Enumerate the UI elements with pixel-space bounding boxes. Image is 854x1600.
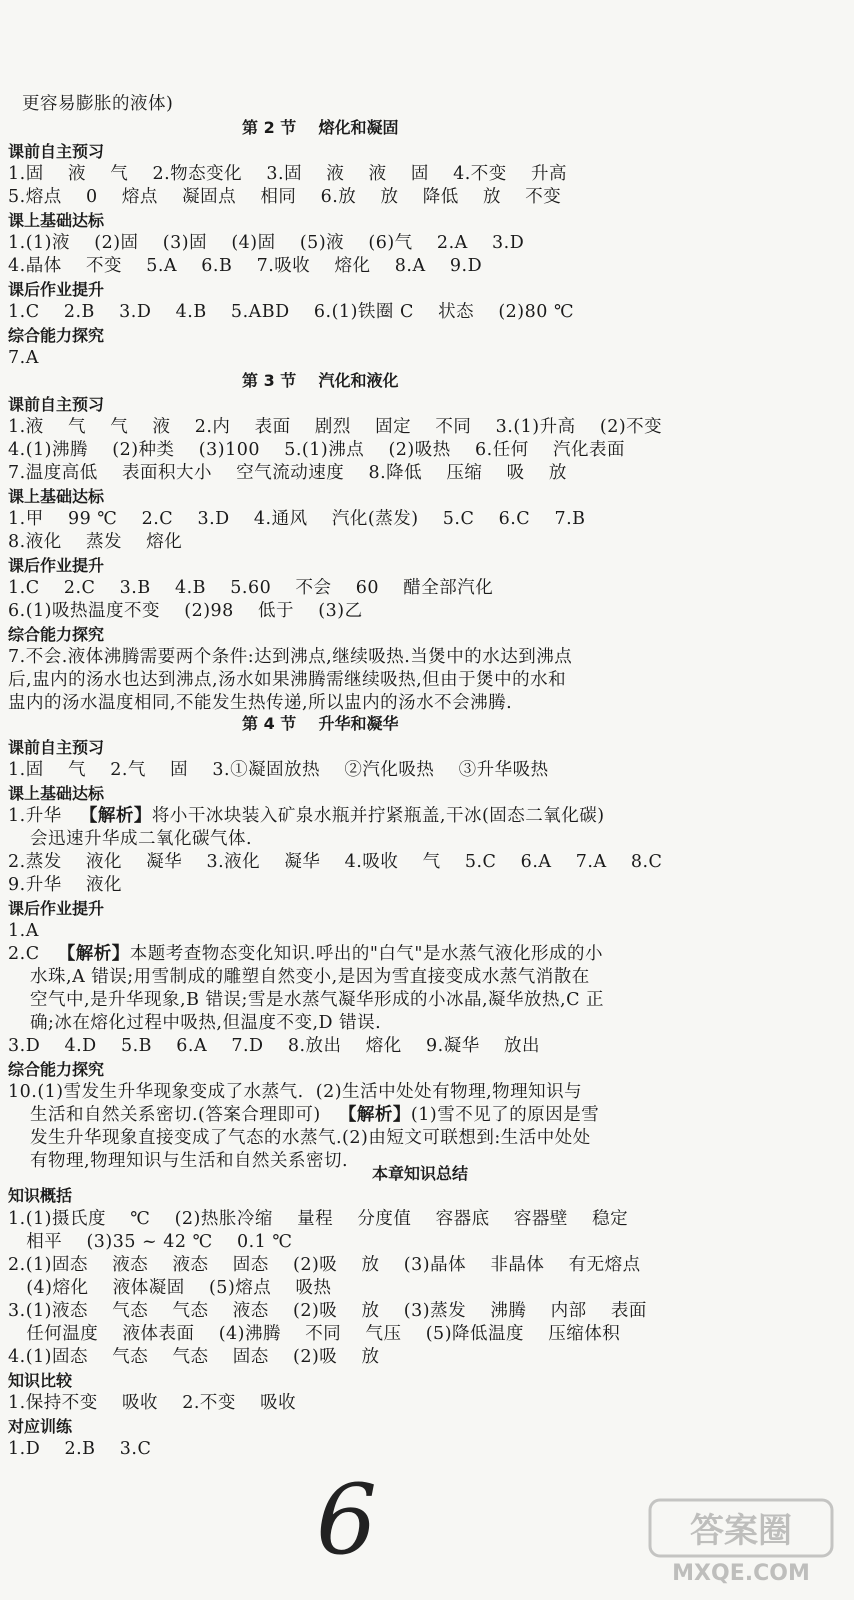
s4-line-2 — [8, 804, 605, 828]
summary-line-8: 1.保持不变 吸收 2.不变 吸收 — [8, 1393, 297, 1413]
s3-heading-preview: 课前自主预习 — [8, 395, 105, 414]
summary-line-7: 4.(1)固态 气态 气态 固态 (2)吸 放 — [8, 1347, 380, 1367]
s3-line-6: 1.C 2.C 3.B 4.B 5.60 不会 60 醋全部汽化 — [8, 578, 494, 598]
s2-heading-class: 课上基础达标 — [8, 211, 105, 230]
section-2-title: 第 2 节 熔化和凝固 — [242, 118, 399, 137]
summary-line-3: 2.(1)固态 液态 液态 固态 (2)吸 放 (3)晶体 非晶体 有无熔点 — [8, 1255, 641, 1275]
summary-heading-training: 对应训练 — [8, 1417, 73, 1436]
s3-line-4: 1.甲 99 ℃ 2.C 3.D 4.通风 汽化(蒸发) 5.C 6.C 7.B — [8, 509, 586, 529]
summary-line-4: (4)熔化 液体凝固 (5)熔点 吸热 — [8, 1278, 332, 1298]
s2-line-6: 7.A — [8, 348, 39, 368]
s2-heading-preview: 课前自主预习 — [8, 142, 105, 161]
watermark-logo — [646, 1496, 836, 1586]
s2-heading-explore: 综合能力探究 — [8, 326, 105, 345]
s4-line-13-tail: (1)雪不见了的原因是雪 — [410, 1105, 600, 1125]
summary-line-2: 相平 (3)35 ~ 42 ℃ 0.1 ℃ — [8, 1232, 293, 1252]
analysis-label: 【解析】 — [57, 944, 130, 964]
summary-line-5: 3.(1)液态 气态 气态 液态 (2)吸 放 (3)蒸发 沸腾 内部 表面 — [8, 1301, 647, 1321]
s2-heading-homework: 课后作业提升 — [8, 280, 105, 299]
handwritten-page-number: 6 — [316, 1464, 378, 1576]
s4-line-15: 有物理,物理知识与生活和自然关系密切. — [30, 1151, 349, 1171]
s3-line-10: 盅内的汤水温度相同,不能发生热传递,所以盅内的汤水不会沸腾. — [8, 693, 513, 713]
summary-title: 本章知识总结 — [372, 1164, 469, 1183]
s3-line-1: 1.液 气 气 液 2.内 表面 剧烈 固定 不同 3.(1)升高 (2)不变 — [8, 417, 663, 437]
s3-heading-explore: 综合能力探究 — [8, 625, 105, 644]
s4-line-12: 10.(1)雪发生升华现象变成了水蒸气. (2)生活中处处有物理,物理知识与 — [8, 1082, 583, 1102]
s4-line-10: 确;冰在熔化过程中吸热,但温度不变,D 错误. — [30, 1013, 382, 1033]
watermark-top-text: 答案圈 — [690, 1511, 792, 1551]
section-3-title: 第 3 节 汽化和液化 — [242, 371, 399, 390]
s3-heading-class: 课上基础达标 — [8, 487, 105, 506]
s2-line-2: 5.熔点 0 熔点 凝固点 相同 6.放 放 降低 放 不变 — [8, 187, 562, 207]
s3-heading-homework: 课后作业提升 — [8, 556, 105, 575]
s4-line-2-text: 将小干冰块装入矿泉水瓶并拧紧瓶盖,干冰(固态二氧化碳) — [151, 806, 605, 826]
summary-line-9: 1.D 2.B 3.C — [8, 1439, 152, 1459]
analysis-label: 【解析】 — [338, 1105, 411, 1125]
summary-heading-compare: 知识比较 — [8, 1371, 73, 1390]
s4-line-9: 空气中,是升华现象,B 错误;雪是水蒸气凝华形成的小冰晶,凝华放热,C 正 — [30, 990, 605, 1010]
summary-line-1: 1.(1)摄氏度 ℃ (2)热胀冷缩 量程 分度值 容器底 容器壁 稳定 — [8, 1209, 629, 1229]
section-4-title: 第 4 节 升华和凝华 — [242, 714, 399, 733]
s4-line-7-text: 本题考查物态变化知识.呼出的"白气"是水蒸气液化形成的小 — [129, 944, 603, 964]
s4-heading-preview: 课前自主预习 — [8, 738, 105, 757]
s4-line-14: 发生升华现象直接变成了气态的水蒸气.(2)由短文可联想到:生活中处处 — [30, 1128, 591, 1148]
s4-line-5: 9.升华 液化 — [8, 875, 122, 895]
s4-line-3: 会迅速升华成二氧化碳气体. — [30, 829, 253, 849]
continuation-line: 更容易膨胀的液体) — [22, 94, 174, 114]
s4-line-13 — [30, 1103, 599, 1127]
s4-heading-explore: 综合能力探究 — [8, 1060, 105, 1079]
s4-line-8: 水珠,A 错误;用雪制成的雕塑自然变小,是因为雪直接变成水蒸气消散在 — [30, 967, 590, 987]
s4-line-7 — [8, 942, 603, 966]
s4-line-11: 3.D 4.D 5.B 6.A 7.D 8.放出 熔化 9.凝华 放出 — [8, 1036, 540, 1056]
summary-line-6: 任何温度 液体表面 (4)沸腾 不同 气压 (5)降低温度 压缩体积 — [8, 1324, 621, 1344]
s4-line-4: 2.蒸发 液化 凝华 3.液化 凝华 4.吸收 气 5.C 6.A 7.A 8.C — [8, 852, 663, 872]
summary-heading-overview: 知识概括 — [8, 1186, 73, 1205]
s3-line-3: 7.温度高低 表面积大小 空气流动速度 8.降低 压缩 吸 放 — [8, 463, 567, 483]
s4-heading-homework: 课后作业提升 — [8, 899, 105, 918]
s4-line-6: 1.A — [8, 921, 39, 941]
s3-line-9: 后,盅内的汤水也达到沸点,汤水如果沸腾需继续吸热,但由于煲中的水和 — [8, 670, 567, 690]
watermark-icon — [646, 1496, 836, 1586]
s2-line-3: 1.(1)液 (2)固 (3)固 (4)固 (5)液 (6)气 2.A 3.D — [8, 233, 525, 253]
s4-line-13-text: 生活和自然关系密切.(答案合理即可) — [30, 1105, 339, 1125]
s3-line-7: 6.(1)吸热温度不变 (2)98 低于 (3)乙 — [8, 601, 363, 621]
s4-heading-class: 课上基础达标 — [8, 784, 105, 803]
s3-line-5: 8.液化 蒸发 熔化 — [8, 532, 183, 552]
s2-line-4: 4.晶体 不变 5.A 6.B 7.吸收 熔化 8.A 9.D — [8, 256, 483, 276]
s4-line-2-answer: 1.升华 — [8, 806, 80, 826]
s4-line-7-answer: 2.C — [8, 944, 58, 964]
s2-line-1: 1.固 液 气 2.物态变化 3.固 液 液 固 4.不变 升高 — [8, 164, 568, 184]
analysis-label: 【解析】 — [79, 806, 152, 826]
s3-line-8: 7.不会.液体沸腾需要两个条件:达到沸点,继续吸热.当煲中的水达到沸点 — [8, 647, 573, 667]
s3-line-2: 4.(1)沸腾 (2)种类 (3)100 5.(1)沸点 (2)吸热 6.任何 汽化表面 — [8, 440, 625, 460]
watermark-bottom-text: MXQE.COM — [672, 1561, 810, 1586]
s2-line-5: 1.C 2.B 3.D 4.B 5.ABD 6.(1)铁圈 C 状态 (2)80 ℃ — [8, 302, 575, 322]
s4-line-1: 1.固 气 2.气 固 3.①凝固放热 ②汽化吸热 ③升华吸热 — [8, 760, 549, 780]
